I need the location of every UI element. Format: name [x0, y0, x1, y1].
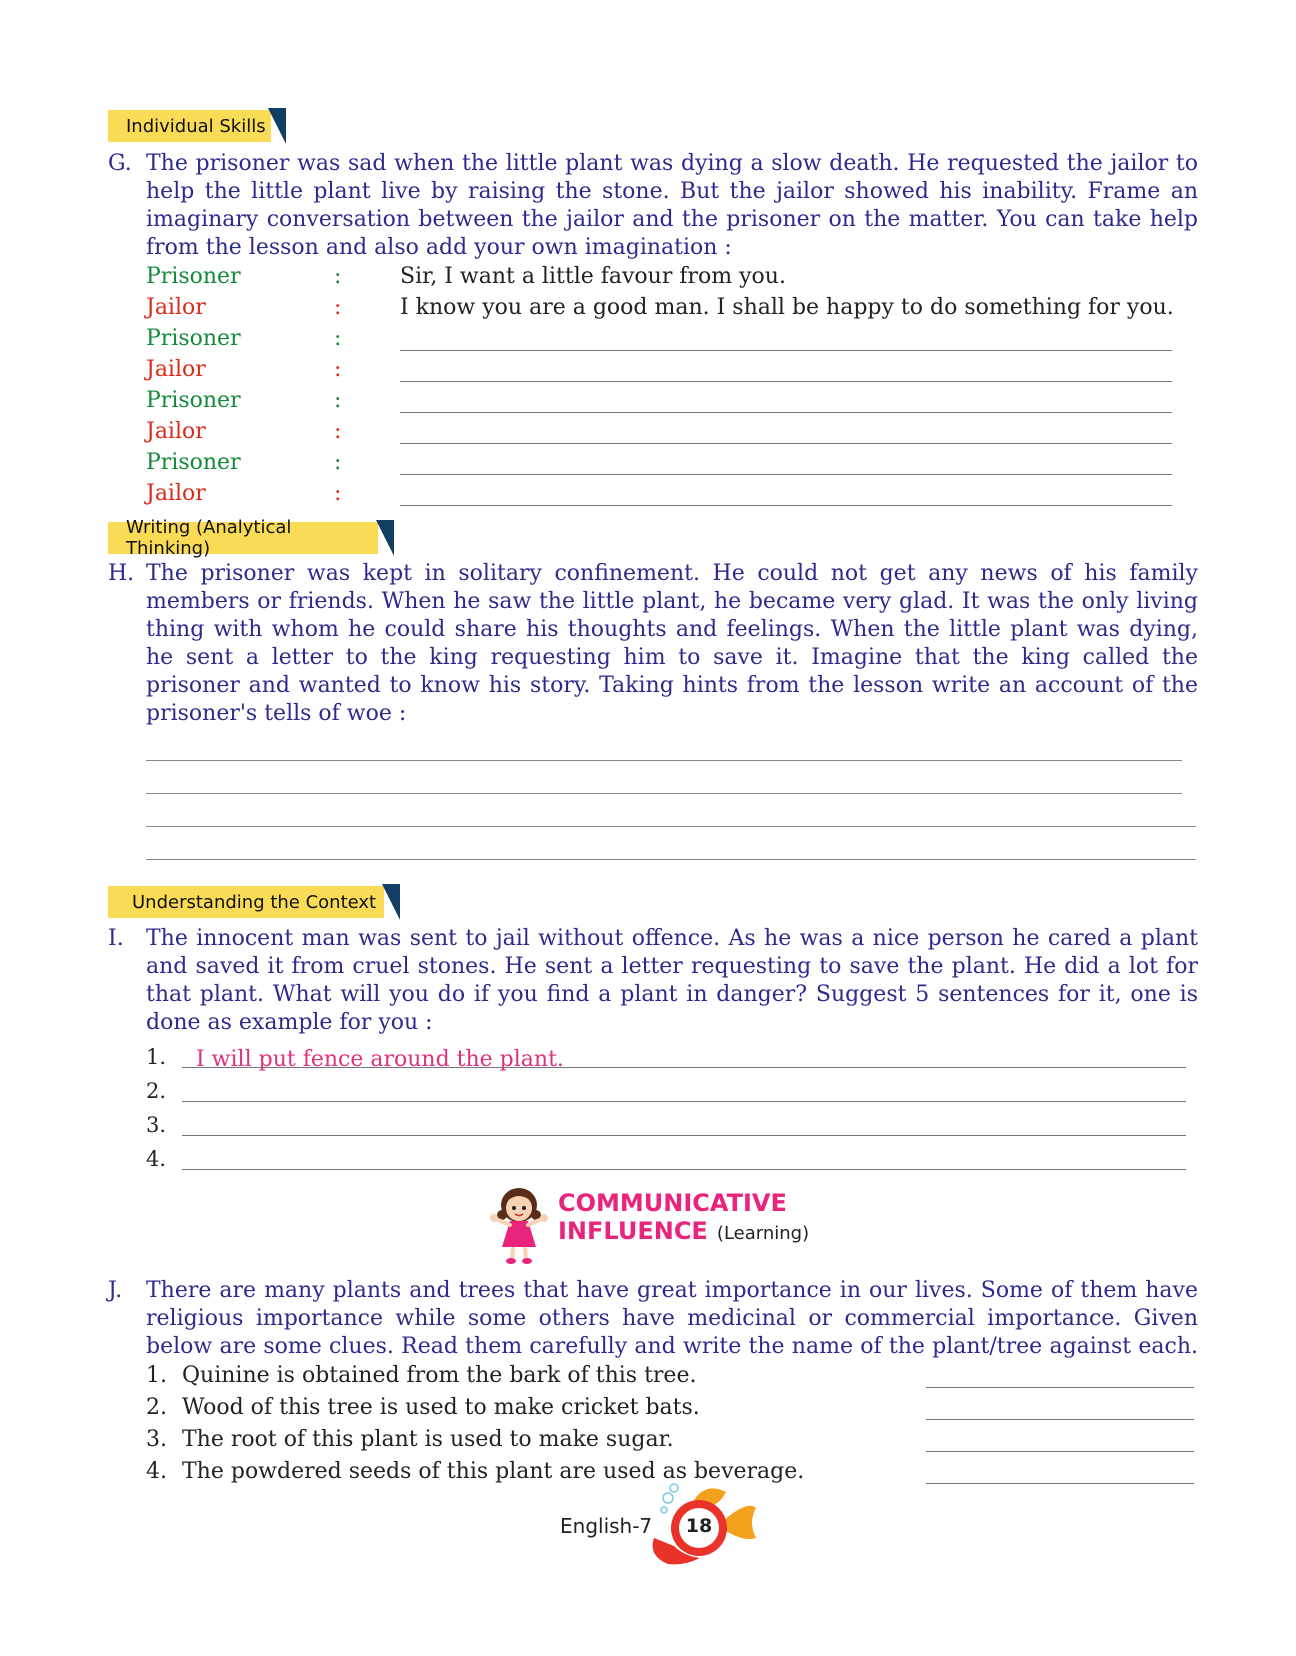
tag-label: Individual Skills: [126, 115, 266, 137]
clue-number: 3.: [146, 1427, 167, 1452]
question-text: There are many plants and trees that have great importance in our lives. Some of them have religious importance while some others have medicinal or commercial importance. Given below are some clues. Read them carefully and write the name of the plant/tree against each.: [146, 1278, 1198, 1359]
answer-line[interactable]: [146, 760, 1182, 761]
clue-number: 2.: [146, 1395, 167, 1420]
answer-line[interactable]: [400, 350, 1172, 351]
dialogue-row: [146, 388, 1176, 419]
item-number: 2.: [146, 1079, 167, 1103]
speaker-colon: :: [334, 419, 342, 444]
clue-text: Quinine is obtained from the bark of this tree.: [182, 1363, 697, 1388]
question-h: [108, 560, 1198, 728]
dialogue-row: [146, 450, 1176, 481]
page-number: 18: [685, 1515, 713, 1537]
question-label: J.: [108, 1278, 123, 1303]
question-text: The innocent man was sent to jail without offence. As he was a nice person he cared a plant and saved it from cruel stones. He sent a letter requesting to save the plant. He did a lot for that plant. What will you do if you find a plant in danger? Suggest 5 sentences for it, one is done as example for you :: [146, 926, 1198, 1035]
answer-line[interactable]: [926, 1387, 1194, 1388]
dialogue-row: [146, 481, 1176, 512]
item-number: 1.: [146, 1045, 167, 1069]
question-label: H.: [108, 561, 135, 586]
question-g: [108, 150, 1198, 262]
clue-text: The powdered seeds of this plant are used as beverage.: [182, 1459, 805, 1484]
speaker-name: Prisoner: [146, 450, 241, 475]
question-text: The prisoner was sad when the little plant was dying a slow death. He requested the jailor to help the little plant live by raising the stone. But the jailor showed his inability. Frame an imaginary conversation between the jailor and the prisoner on the matter. You can take help from the lesson and also add your own imagination :: [146, 151, 1198, 260]
answer-line[interactable]: [926, 1483, 1194, 1484]
tag-triangle: [268, 108, 286, 144]
speaker-colon: :: [334, 357, 342, 382]
answer-row[interactable]: [146, 1079, 1186, 1109]
sample-answer: I will put fence around the plant.: [196, 1047, 564, 1072]
clue-number: 4.: [146, 1459, 167, 1484]
answer-line[interactable]: [146, 859, 1196, 860]
dialogue-row: [146, 357, 1176, 388]
tag-label: Understanding the Context: [132, 891, 377, 913]
dialogue-text: I know you are a good man. I shall be happy to do something for you.: [400, 295, 1174, 320]
tag-triangle: [382, 884, 400, 920]
answer-line[interactable]: [400, 381, 1172, 382]
speaker-colon: :: [334, 450, 342, 475]
banner-title-line1: COMMUNICATIVE: [558, 1189, 787, 1217]
dialogue-row: [146, 295, 1176, 326]
clue-row[interactable]: [146, 1363, 1196, 1393]
speaker-name: Jailor: [146, 357, 206, 382]
clue-text: Wood of this tree is used to make cricket bats.: [182, 1395, 700, 1420]
answer-line[interactable]: [926, 1419, 1194, 1420]
footer-book-title: English-7: [560, 1514, 653, 1538]
speaker-colon: :: [334, 481, 342, 506]
answer-line[interactable]: [146, 826, 1196, 827]
item-number: 4.: [146, 1147, 167, 1171]
clue-number: 1.: [146, 1363, 167, 1388]
speaker-name: Prisoner: [146, 326, 241, 351]
answer-line[interactable]: [400, 412, 1172, 413]
tag-triangle: [376, 520, 394, 556]
answer-line[interactable]: [146, 793, 1182, 794]
answer-line[interactable]: [182, 1135, 1186, 1136]
answer-line[interactable]: [926, 1451, 1194, 1452]
speaker-name: Prisoner: [146, 264, 241, 289]
dialogue-row: [146, 264, 1176, 295]
tag-label: Writing (Analytical Thinking): [126, 517, 292, 559]
answer-row[interactable]: [146, 1147, 1186, 1177]
dialogue-text: Sir, I want a little favour from you.: [400, 264, 786, 289]
answer-line[interactable]: [182, 1101, 1186, 1102]
speaker-name: Prisoner: [146, 388, 241, 413]
section-tag-writing: [108, 517, 378, 559]
answer-row[interactable]: [146, 1045, 1186, 1075]
girl-icon: [488, 1185, 550, 1265]
clue-text: The root of this plant is used to make sugar.: [182, 1427, 674, 1452]
section-tag-context: [108, 886, 384, 918]
question-label: I.: [108, 926, 124, 951]
answer-line[interactable]: [400, 474, 1172, 475]
banner-title-line2: INFLUENCE: [558, 1217, 708, 1245]
question-i: [108, 925, 1198, 1037]
speaker-name: Jailor: [146, 295, 206, 320]
banner-suffix: (Learning): [716, 1223, 810, 1244]
speaker-colon: :: [334, 326, 342, 351]
answer-line[interactable]: [182, 1169, 1186, 1170]
item-number: 3.: [146, 1113, 167, 1137]
dialogue-row: [146, 419, 1176, 450]
question-text: The prisoner was kept in solitary confinement. He could not get any news of his family members or friends. When he saw the little plant, he became very glad. It was the only living thing with whom he could share his thoughts and feelings. When the little plant was dying, he sent a letter to the king requesting him to save it. Imagine that the king called the prisoner and wanted to know his story. Taking hints from the lesson write an account of the prisoner's tells of woe :: [146, 561, 1198, 726]
speaker-name: Jailor: [146, 481, 206, 506]
answer-row[interactable]: [146, 1113, 1186, 1143]
speaker-name: Jailor: [146, 419, 206, 444]
question-j: [108, 1277, 1198, 1361]
clue-row[interactable]: [146, 1427, 1196, 1457]
speaker-colon: :: [334, 388, 342, 413]
question-label: G.: [108, 151, 132, 176]
answer-line[interactable]: [400, 505, 1172, 506]
speaker-colon: :: [334, 295, 342, 320]
clue-row[interactable]: [146, 1395, 1196, 1425]
dialogue-row: [146, 326, 1176, 357]
banner-title-line2-wrap: [558, 1217, 809, 1245]
speaker-colon: :: [334, 264, 342, 289]
section-tag-individual-skills: [108, 110, 271, 142]
communicative-influence-banner: [488, 1185, 828, 1265]
answer-line[interactable]: [400, 443, 1172, 444]
